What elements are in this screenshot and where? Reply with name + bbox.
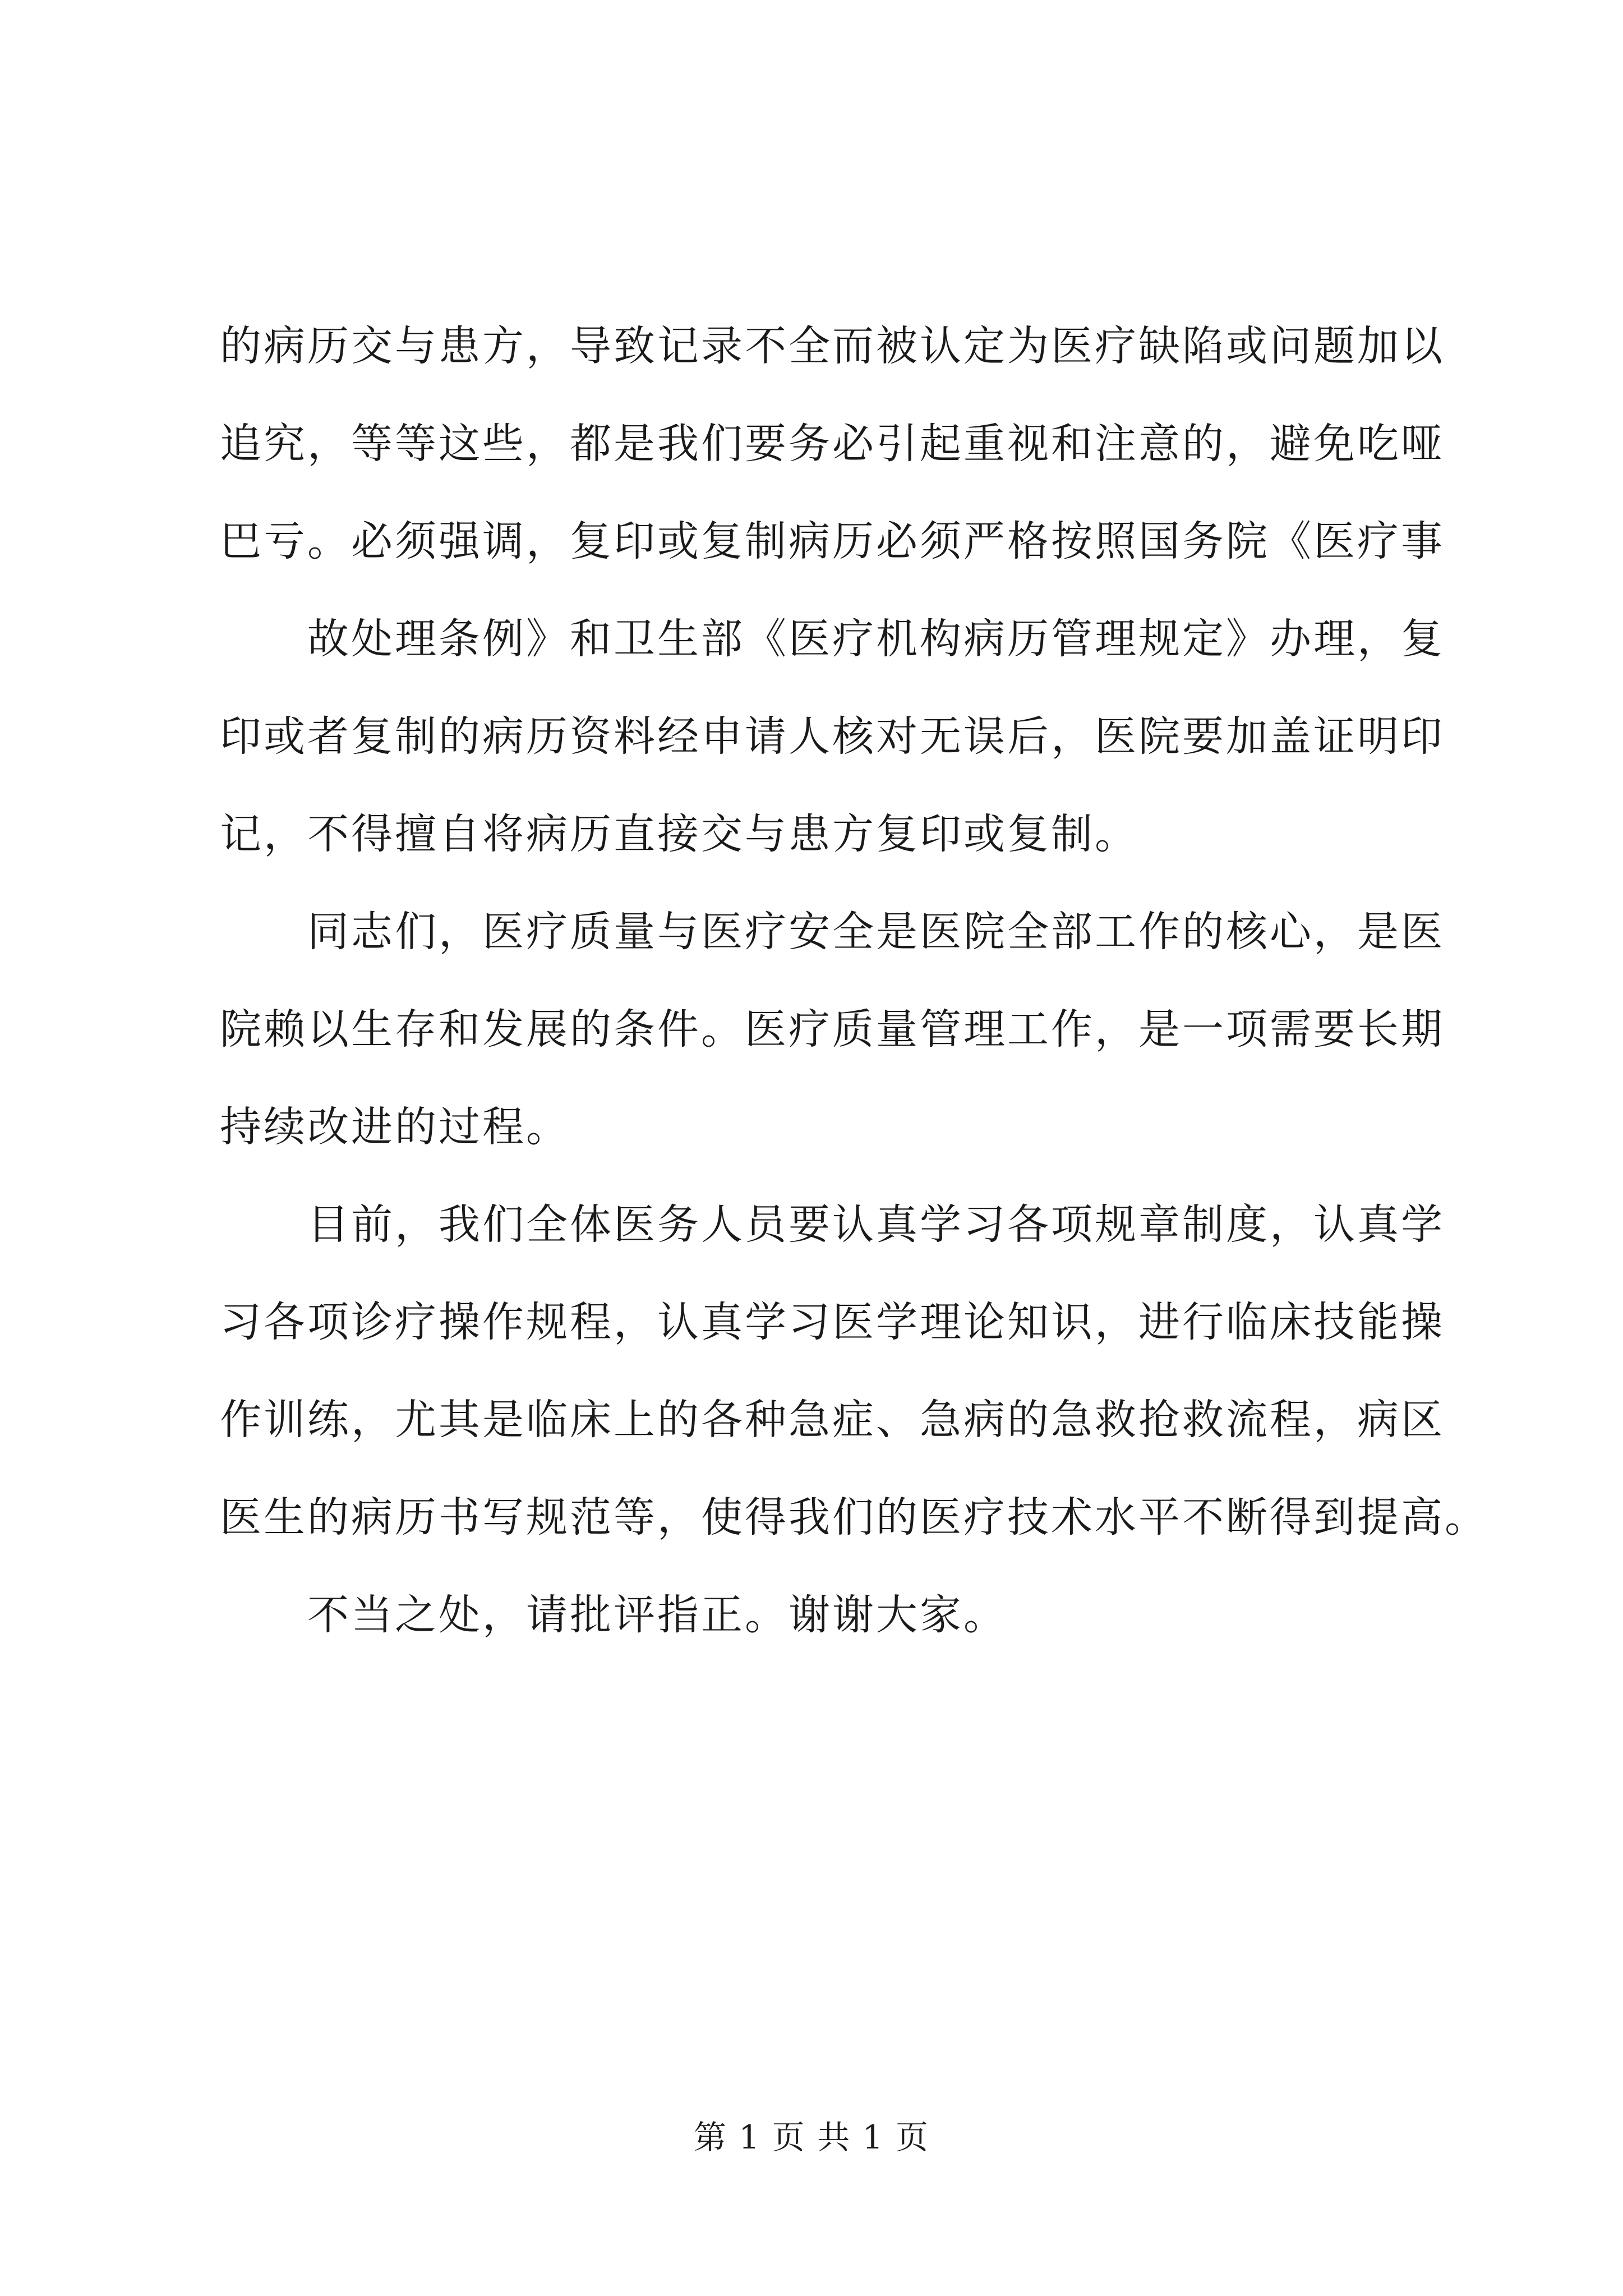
text-line: 巴亏。必须强调，复印或复制病历必须严格按照国务院《医疗事 [220,517,1445,565]
page-number-footer: 第 1 页 共 1 页 [694,2118,929,2156]
document-body [220,297,1488,1664]
text-line: 同志们，医疗质量与医疗安全是医院全部工作的核心，是医 [307,908,1445,956]
text-line: 追究，等等这些，都是我们要务必引起重视和注意的，避免吃哑 [220,420,1445,468]
text-line: 记，不得擅自将病历直接交与患方复印或复制。 [220,810,1138,858]
text-line: 院赖以生存和发展的条件。医疗质量管理工作，是一项需要长期 [220,1005,1445,1053]
text-line: 故处理条例》和卫生部《医疗机构病历管理规定》办理，复 [307,615,1445,663]
text-line: 医生的病历书写规范等，使得我们的医疗技术水平不断得到提高。 [220,1493,1488,1542]
text-line: 持续改进的过程。 [220,1103,570,1151]
text-line: 目前，我们全体医务人员要认真学习各项规章制度，认真学 [307,1200,1445,1249]
text-line: 印或者复制的病历资料经申请人核对无误后，医院要加盖证明印 [220,712,1445,761]
text-line: 不当之处，请批评指正。谢谢大家。 [307,1591,1007,1639]
text-line: 的病历交与患方，导致记录不全而被认定为医疗缺陷或问题加以 [220,322,1445,370]
text-line: 作训练，尤其是临床上的各种急症、急病的急救抢救流程，病区 [220,1396,1445,1444]
text-line: 习各项诊疗操作规程，认真学习医学理论知识，进行临床技能操 [220,1298,1445,1346]
